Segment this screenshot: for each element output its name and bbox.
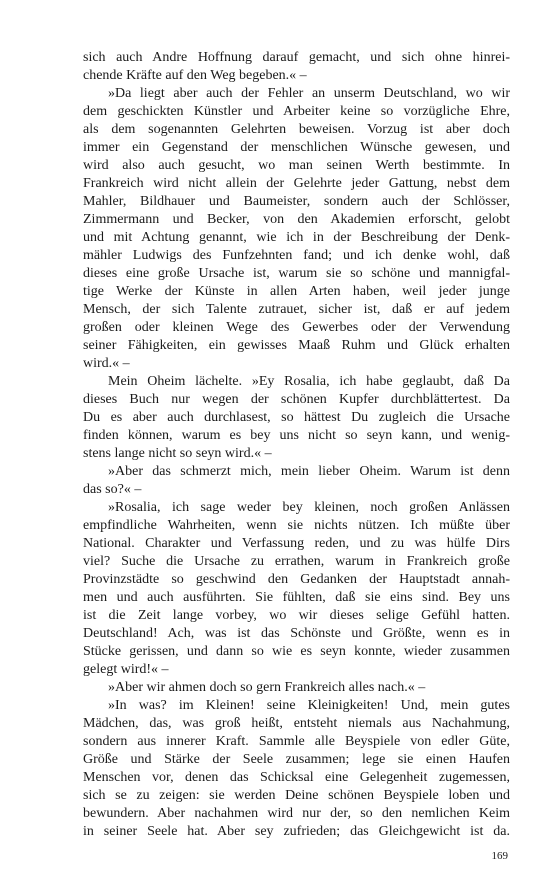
text-line: großen oder kleinen Wege des Gewerbes oder der Verwendung: [83, 320, 510, 335]
text-line: dieses Buch nur wegen der schönen Kupfer durchblättertest. Da: [83, 392, 510, 407]
text-line: tige Werke der Künste in allen Arten haben, weil jeder junge: [83, 284, 510, 299]
text-line: das so?« –: [83, 482, 142, 497]
text-line: »Aber das schmerzt mich, mein lieber Oheim. Warum ist denn: [108, 464, 510, 479]
text-line: ist die Zeit lange vorbey, wo wir dieses selige Gefühl hatten.: [83, 608, 510, 623]
text-line: Menschen vor, denen das Schicksal eine Gelegenheit zugemessen,: [83, 770, 510, 785]
text-line: stens lange nicht so seyn wird.« –: [83, 446, 272, 461]
text-line: und mit Achtung genannt, wie ich in der Beschreibung der Denk-: [83, 230, 510, 245]
text-line: men und auch ausführten. Sie fühlten, daß sie eins sind. Bey uns: [83, 590, 510, 605]
text-line: Größe und Stärke der Seele zusammen; lege sie einen Haufen: [83, 752, 510, 767]
text-line: wird.« –: [83, 356, 130, 371]
text-line: als dem sogenannten Gelehrten beweisen. Vorzug ist aber doch: [83, 122, 510, 137]
text-line: Provinzstädte so geschwind den Gedanken der Hauptstadt annah-: [83, 572, 510, 587]
text-line: National. Charakter und Verfassung reden, und zu was hülfe Dirs: [83, 536, 510, 551]
text-line: empfindliche Wahrheiten, wenn sie nichts nützen. Ich müßte über: [83, 518, 510, 533]
text-line: in seiner Seele hat. Aber sey zufrieden; das Gleichgewicht ist da.: [83, 824, 510, 839]
text-line: sondern aus innerer Kraft. Sammle alle Beyspiele von edler Güte,: [83, 734, 510, 749]
text-line: bewundern. Aber nachahmen wird nur der, so den nemlichen Keim: [83, 806, 510, 821]
text-line: finden können, warum es bey uns nicht so seyn kann, und wenig-: [83, 428, 510, 443]
text-line: »Rosalia, ich sage weder bey kleinen, noch großen Anlässen: [108, 500, 510, 515]
text-line: Mein Oheim lächelte. »Ey Rosalia, ich habe geglaubt, daß Da: [108, 374, 510, 389]
text-line: sich auch Andre Hoffnung darauf gemacht, und sich ohne hinrei-: [83, 50, 510, 65]
text-line: »In was? im Kleinen! seine Kleinigkeiten! Und, mein gutes: [108, 698, 510, 713]
text-line: Mahler, Bildhauer und Baumeister, sondern auch der Schlösser,: [83, 194, 510, 209]
text-line: dieses eine große Ursache ist, warum sie so schöne und mannigfal-: [83, 266, 510, 281]
text-line: Deutschland! Ach, was ist das Schönste und Größte, wenn es in: [83, 626, 510, 641]
text-line: seiner Fähigkeiten, ein gewisses Maaß Ruhm und Glück erhalten: [83, 338, 510, 353]
text-line: Mädchen, das, was groß heißt, entsteht niemals aus Nachahmung,: [83, 716, 510, 731]
text-line: Stücke gerissen, und dann so wie es seyn konnte, wieder zusammen: [83, 644, 510, 659]
text-line: »Da liegt aber auch der Fehler an unserm Deutschland, wo wir: [108, 86, 510, 101]
page-text-block: [83, 49, 510, 841]
text-line: chende Kräfte auf den Weg begeben.« –: [83, 68, 307, 83]
text-line: Frankreich wird nicht allein der Gelehrte jeder Gattung, nebst dem: [83, 176, 510, 191]
text-line: dem geschickten Künstler und Arbeiter keine so vorzügliche Ehre,: [83, 104, 510, 119]
text-line: viel? Suche die Ursache zu errathen, warum in Frankreich große: [83, 554, 510, 569]
text-line: immer ein Gegenstand der menschlichen Wünsche gewesen, und: [83, 140, 510, 155]
text-line: mähler Ludwigs des Funfzehnten fand; und ich denke wohl, daß: [83, 248, 510, 263]
text-line: »Aber wir ahmen doch so gern Frankreich alles nach.« –: [108, 680, 426, 695]
text-line: wird also auch gesucht, wo man seinen Werth bestimmte. In: [83, 158, 510, 173]
text-line: sich se zu zeigen: sie werden Deine schönen Beyspiele loben und: [83, 788, 510, 803]
text-line: Du es aber auch durchlasest, so hättest Du zugleich die Ursache: [83, 410, 510, 425]
text-line: Zimmermann und Becker, von den Akademien erforscht, gelobt: [83, 212, 510, 227]
page-number: 169: [491, 850, 508, 862]
text-line: gelegt wird!« –: [83, 662, 169, 677]
text-line: Mensch, der sich Talente zutrauet, sicher ist, daß er auf jedem: [83, 302, 510, 317]
